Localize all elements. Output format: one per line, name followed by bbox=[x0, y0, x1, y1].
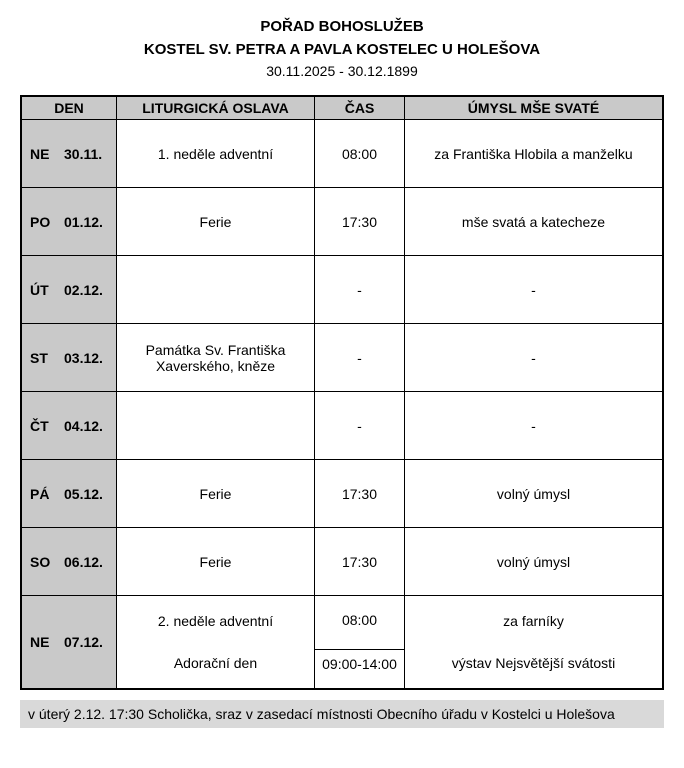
day-cell bbox=[22, 596, 117, 688]
cas-text: 09:00-14:00 bbox=[315, 649, 404, 674]
oslava-cell bbox=[117, 120, 315, 187]
umysl-text: volný úmysl bbox=[496, 553, 571, 570]
table-row bbox=[22, 528, 662, 596]
umysl-text: za farníky bbox=[503, 613, 564, 629]
table-row bbox=[22, 596, 662, 688]
oslava-cell bbox=[117, 460, 315, 527]
umysl-cell bbox=[405, 596, 662, 688]
day-date: 01.12. bbox=[64, 213, 103, 230]
day-cell bbox=[22, 460, 117, 527]
table-row bbox=[22, 460, 662, 528]
oslava-cell bbox=[117, 324, 315, 391]
cas-cell bbox=[315, 596, 405, 688]
umysl-cell bbox=[405, 188, 662, 255]
oslava-cell bbox=[117, 188, 315, 255]
cas-cell bbox=[315, 528, 405, 595]
church-name: KOSTEL SV. PETRA A PAVLA KOSTELEC U HOLEŠOVA bbox=[143, 40, 541, 58]
day-date: 05.12. bbox=[64, 485, 103, 502]
page-title: POŘAD BOHOSLUŽEB bbox=[260, 18, 424, 35]
column-header: ÚMYSL MŠE SVATÉ bbox=[467, 100, 600, 116]
oslava-cell bbox=[117, 596, 315, 688]
umysl-cell bbox=[405, 120, 662, 187]
umysl-text: volný úmysl bbox=[496, 485, 571, 502]
day-abbrev: NE bbox=[30, 145, 50, 162]
cas-cell bbox=[315, 120, 405, 187]
day-cell bbox=[22, 324, 117, 391]
umysl-text: za Františka Hlobila a manželku bbox=[434, 145, 633, 162]
column-header: ČAS bbox=[315, 97, 405, 119]
cas-cell bbox=[315, 256, 405, 323]
column-header: LITURGICKÁ OSLAVA bbox=[117, 97, 315, 119]
day-date: 02.12. bbox=[64, 281, 103, 298]
umysl-cell bbox=[405, 392, 662, 459]
umysl-text: - bbox=[531, 281, 536, 298]
oslava-cell bbox=[117, 392, 315, 459]
umysl-cell bbox=[405, 256, 662, 323]
day-abbrev: SO bbox=[30, 553, 51, 570]
table-header-row bbox=[22, 97, 662, 120]
umysl-text: výstav Nejsvětější svátosti bbox=[451, 655, 616, 671]
oslava-text: Ferie bbox=[199, 213, 232, 230]
table-body bbox=[22, 120, 662, 688]
day-cell bbox=[22, 528, 117, 595]
column-header: DEN bbox=[22, 97, 117, 119]
umysl-cell bbox=[405, 460, 662, 527]
day-cell bbox=[22, 120, 117, 187]
day-abbrev: ST bbox=[30, 349, 48, 366]
table-row bbox=[22, 392, 662, 460]
umysl-text: - bbox=[531, 417, 536, 434]
oslava-text: Ferie bbox=[199, 553, 232, 570]
cas-cell bbox=[315, 392, 405, 459]
cas-text: 17:30 bbox=[341, 213, 378, 230]
cas-cell bbox=[315, 324, 405, 391]
day-date: 06.12. bbox=[64, 553, 103, 570]
day-abbrev: ČT bbox=[30, 417, 49, 434]
umysl-text: - bbox=[531, 349, 536, 366]
document-header bbox=[20, 16, 664, 82]
oslava-text: Ferie bbox=[199, 485, 232, 502]
day-date: 03.12. bbox=[64, 349, 103, 366]
day-cell bbox=[22, 188, 117, 255]
table-row bbox=[22, 256, 662, 324]
oslava-text: 1. neděle adventní bbox=[157, 145, 274, 162]
oslava-cell bbox=[117, 256, 315, 323]
cas-text: 08:00 bbox=[341, 145, 378, 162]
oslava-text: 2. neděle adventní bbox=[157, 613, 274, 629]
cas-text: 17:30 bbox=[341, 553, 378, 570]
cas-cell bbox=[315, 188, 405, 255]
umysl-cell bbox=[405, 324, 662, 391]
oslava-text bbox=[117, 424, 314, 428]
cas-text: - bbox=[357, 281, 362, 298]
cas-text: 17:30 bbox=[341, 485, 378, 502]
umysl-text: mše svatá a katecheze bbox=[461, 213, 606, 230]
day-abbrev: ÚT bbox=[30, 281, 49, 298]
oslava-text bbox=[117, 288, 314, 292]
cas-text: 08:00 bbox=[341, 611, 378, 628]
oslava-cell bbox=[117, 528, 315, 595]
day-date: 07.12. bbox=[64, 634, 103, 650]
cas-text: - bbox=[357, 349, 362, 366]
cas-text: - bbox=[357, 417, 362, 434]
umysl-cell bbox=[405, 528, 662, 595]
day-abbrev: NE bbox=[30, 634, 50, 650]
table-row bbox=[22, 188, 662, 256]
table-row bbox=[22, 120, 662, 188]
table-row bbox=[22, 324, 662, 392]
oslava-text: Památka Sv. Františka Xaverského, kněze bbox=[145, 341, 286, 374]
footer-note: v úterý 2.12. 17:30 Scholička, sraz v zasedací místnosti Obecního úřadu v Kostelci u Holešova bbox=[20, 700, 664, 728]
day-date: 04.12. bbox=[64, 417, 103, 434]
day-abbrev: PÁ bbox=[30, 485, 50, 502]
day-abbrev: PO bbox=[30, 213, 51, 230]
oslava-text: Adorační den bbox=[173, 655, 258, 671]
schedule-table bbox=[20, 95, 664, 690]
cas-cell bbox=[315, 460, 405, 527]
date-range: 30.11.2025 - 30.12.1899 bbox=[266, 63, 418, 79]
day-cell bbox=[22, 392, 117, 459]
day-cell bbox=[22, 256, 117, 323]
day-date: 30.11. bbox=[64, 145, 103, 162]
